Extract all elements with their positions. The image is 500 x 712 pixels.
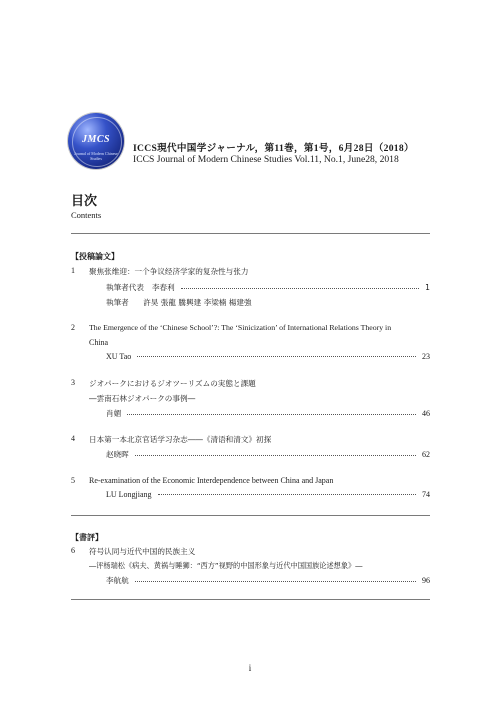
journal-logo <box>68 113 124 169</box>
entry-6-title-line1[interactable]: 符号认同与近代中国的民族主义 <box>89 547 196 556</box>
divider-top <box>71 233 430 234</box>
entry-4-page[interactable]: 62 <box>422 450 430 459</box>
entry-6-author-line <box>106 575 430 586</box>
entry-1-title[interactable]: 聚焦张维迎：一个争议经济学家的复杂性与张力 <box>89 267 249 276</box>
entry-1-coauthors-line <box>106 297 252 308</box>
logo-arc-text: Journal of Modern Chinese Studies <box>74 151 118 161</box>
divider-bottom <box>71 599 430 600</box>
entry-2-number: 2 <box>71 323 75 332</box>
toc-heading: 目次 <box>71 194 98 209</box>
entry-2-title-line1[interactable]: The Emergence of the ‘Chinese School’?: The ‘Sinicization’ of International Relations Theory in <box>89 323 392 332</box>
entry-5-page[interactable]: 74 <box>422 490 430 499</box>
entry-4-author: 赵晓晖 <box>106 450 129 459</box>
entry-6-author: 李航航 <box>106 576 129 585</box>
entry-5-number: 5 <box>71 476 75 485</box>
entry-6-title-line2[interactable]: ―评杨瑞松《病夫、黄祸与睡狮：“西方”视野的中国形象与近代中国国族论述想象》― <box>89 561 363 570</box>
entry-5-title[interactable]: Re-examination of the Economic Interdependence between China and Japan <box>89 476 334 485</box>
entry-5-author-line <box>106 490 430 499</box>
section-label-reviews: 【書評】 <box>71 533 103 542</box>
entry-6-page[interactable]: 96 <box>422 576 430 585</box>
entry-6-leader <box>135 581 416 582</box>
entry-3-author: 肖媚 <box>106 409 122 418</box>
entry-3-title-line2[interactable]: ―雲南石林ジオパークの事例― <box>89 394 196 403</box>
entry-4-title[interactable]: 日本第一本北京官话学习杂志――《清语和清文》初探 <box>89 435 272 444</box>
entry-1-author-label: 執筆者代表 <box>106 283 144 292</box>
section-label-articles: 【投稿論文】 <box>71 252 119 261</box>
entry-4-number: 4 <box>71 434 75 443</box>
entry-3-page[interactable]: 46 <box>422 409 430 418</box>
entry-4-author-line <box>106 449 430 460</box>
entry-5-leader <box>158 494 416 495</box>
entry-3-title-line1[interactable]: ジオパークにおけるジオツーリズムの実態と課題 <box>89 379 256 388</box>
entry-3-number: 3 <box>71 378 75 387</box>
entry-1-coauthors-label: 執筆者 <box>106 298 129 307</box>
entry-1-coauthors: 許昊 張龍 騰興建 李梁楠 楊建強 <box>143 298 252 307</box>
entry-2-leader <box>137 356 416 357</box>
page-number: i <box>248 663 252 673</box>
entry-2-title-line2[interactable]: China <box>89 338 109 347</box>
journal-subtitle: ICCS Journal of Modern Chinese Studies Vol.11, No.1, June28, 2018 <box>133 154 399 165</box>
entry-1-author-line <box>106 282 430 293</box>
entry-1-author: 李春利 <box>151 283 175 292</box>
entry-2-author-line <box>106 352 430 361</box>
logo-letters: JMCS <box>81 134 111 145</box>
toc-subheading: Contents <box>71 210 102 220</box>
divider-middle <box>71 515 430 516</box>
entry-1-leader <box>181 288 419 289</box>
entry-2-author: XU Tao <box>106 352 132 361</box>
entry-6-number: 6 <box>71 546 75 555</box>
entry-1-page[interactable]: 1 <box>425 283 430 292</box>
entry-4-leader <box>135 455 416 456</box>
entry-3-author-line <box>106 408 430 419</box>
entry-2-page[interactable]: 23 <box>422 352 430 361</box>
entry-5-author: LU Longjiang <box>106 490 152 499</box>
journal-title: ICCS現代中国学ジャーナル，第11巻，第1号，6月28日（2018） <box>133 143 414 154</box>
entry-3-leader <box>127 414 416 415</box>
entry-1-number: 1 <box>71 266 75 275</box>
